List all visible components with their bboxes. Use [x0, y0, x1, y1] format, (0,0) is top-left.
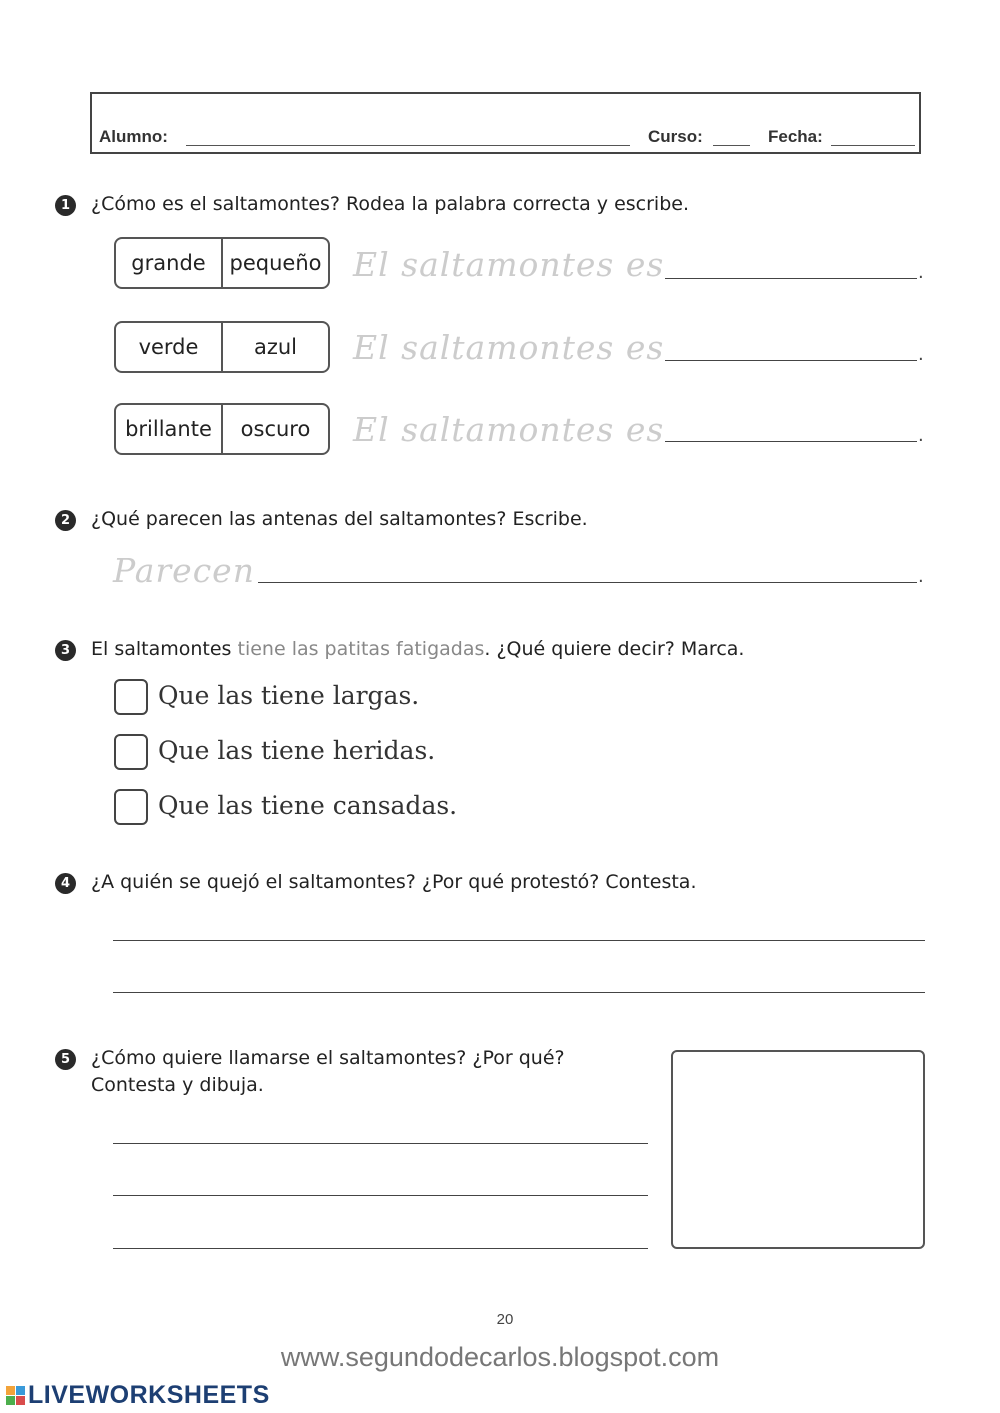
question-2-text: ¿Qué parecen las antenas del saltamontes? Escribe.: [91, 508, 588, 530]
curso-label: Curso:: [648, 127, 703, 146]
answer-line-q5-2[interactable]: [113, 1195, 648, 1196]
question-1-number: 1: [55, 195, 76, 216]
logo-square-2: [16, 1386, 25, 1395]
option-verde[interactable]: verde: [138, 335, 199, 359]
question-1-text: ¿Cómo es el saltamontes? Rodea la palabra correcta y escribe.: [91, 193, 689, 215]
question-5-number: 5: [55, 1049, 76, 1070]
answer-line-q4-2[interactable]: [113, 992, 925, 993]
curso-field[interactable]: [713, 145, 750, 146]
logo-square-4: [16, 1396, 25, 1405]
drawing-box[interactable]: [671, 1050, 925, 1249]
cursive-guide-2: El saltamontes es: [353, 328, 665, 367]
logo-text: LIVEWORKSHEETS: [28, 1381, 270, 1409]
cursive-guide-1: El saltamontes es: [353, 245, 665, 284]
answer-line-1[interactable]: [665, 278, 917, 279]
page-number: 20: [496, 1311, 514, 1328]
checkbox-option-2[interactable]: [114, 734, 148, 770]
fecha-field[interactable]: [831, 145, 915, 146]
question-3-text-end: . ¿Qué quiere decir? Marca.: [484, 638, 745, 660]
option-brillante[interactable]: brillante: [125, 417, 212, 441]
question-3-number: 3: [55, 640, 76, 661]
highlighted-phrase: tiene las patitas fatigadas: [237, 638, 485, 660]
answer-line-q5-1[interactable]: [113, 1143, 648, 1144]
period-1: .: [918, 262, 924, 283]
website-url: www.segundodecarlos.blogspot.com: [280, 1342, 720, 1372]
answer-line-3[interactable]: [665, 441, 917, 442]
liveworksheets-logo: [6, 1381, 270, 1410]
logo-square-1: [6, 1386, 15, 1395]
word-choice-row-2: [114, 321, 330, 373]
answer-line-2[interactable]: [665, 360, 917, 361]
logo-grid-icon: [6, 1386, 25, 1405]
checkbox-option-1[interactable]: [114, 679, 148, 715]
option-2-text: Que las tiene heridas.: [158, 736, 436, 765]
question-5-text-line2: Contesta y dibuja.: [91, 1074, 264, 1096]
period-3: .: [918, 425, 924, 446]
question-5-text-line1: ¿Cómo quiere llamarse el saltamontes? ¿Por qué?: [91, 1047, 565, 1069]
option-oscuro[interactable]: oscuro: [221, 405, 328, 453]
logo-square-3: [6, 1396, 15, 1405]
word-choice-row-3: [114, 403, 330, 455]
answer-line-q2[interactable]: [258, 582, 917, 583]
question-3-text: [91, 635, 744, 663]
checkbox-option-3[interactable]: [114, 789, 148, 825]
option-grande[interactable]: grande: [131, 251, 206, 275]
word-choice-row-1: [114, 237, 330, 289]
cursive-guide-parecen: Parecen: [113, 551, 255, 590]
option-pequeno[interactable]: pequeño: [221, 239, 328, 287]
answer-line-q5-3[interactable]: [113, 1248, 648, 1249]
option-azul[interactable]: azul: [221, 323, 328, 371]
cursive-guide-3: El saltamontes es: [353, 410, 665, 449]
alumno-field[interactable]: [186, 145, 630, 146]
alumno-label: Alumno:: [99, 127, 168, 146]
fecha-label: Fecha:: [768, 127, 823, 146]
question-4-text: ¿A quién se quejó el saltamontes? ¿Por qué protestó? Contesta.: [91, 871, 697, 893]
option-3-text: Que las tiene cansadas.: [158, 791, 458, 820]
option-1-text: Que las tiene largas.: [158, 681, 420, 710]
question-4-number: 4: [55, 873, 76, 894]
answer-line-q4-1[interactable]: [113, 940, 925, 941]
period-q2: .: [918, 566, 924, 587]
period-2: .: [918, 344, 924, 365]
question-2-number: 2: [55, 510, 76, 531]
question-3-text-start: El saltamontes: [91, 638, 238, 660]
